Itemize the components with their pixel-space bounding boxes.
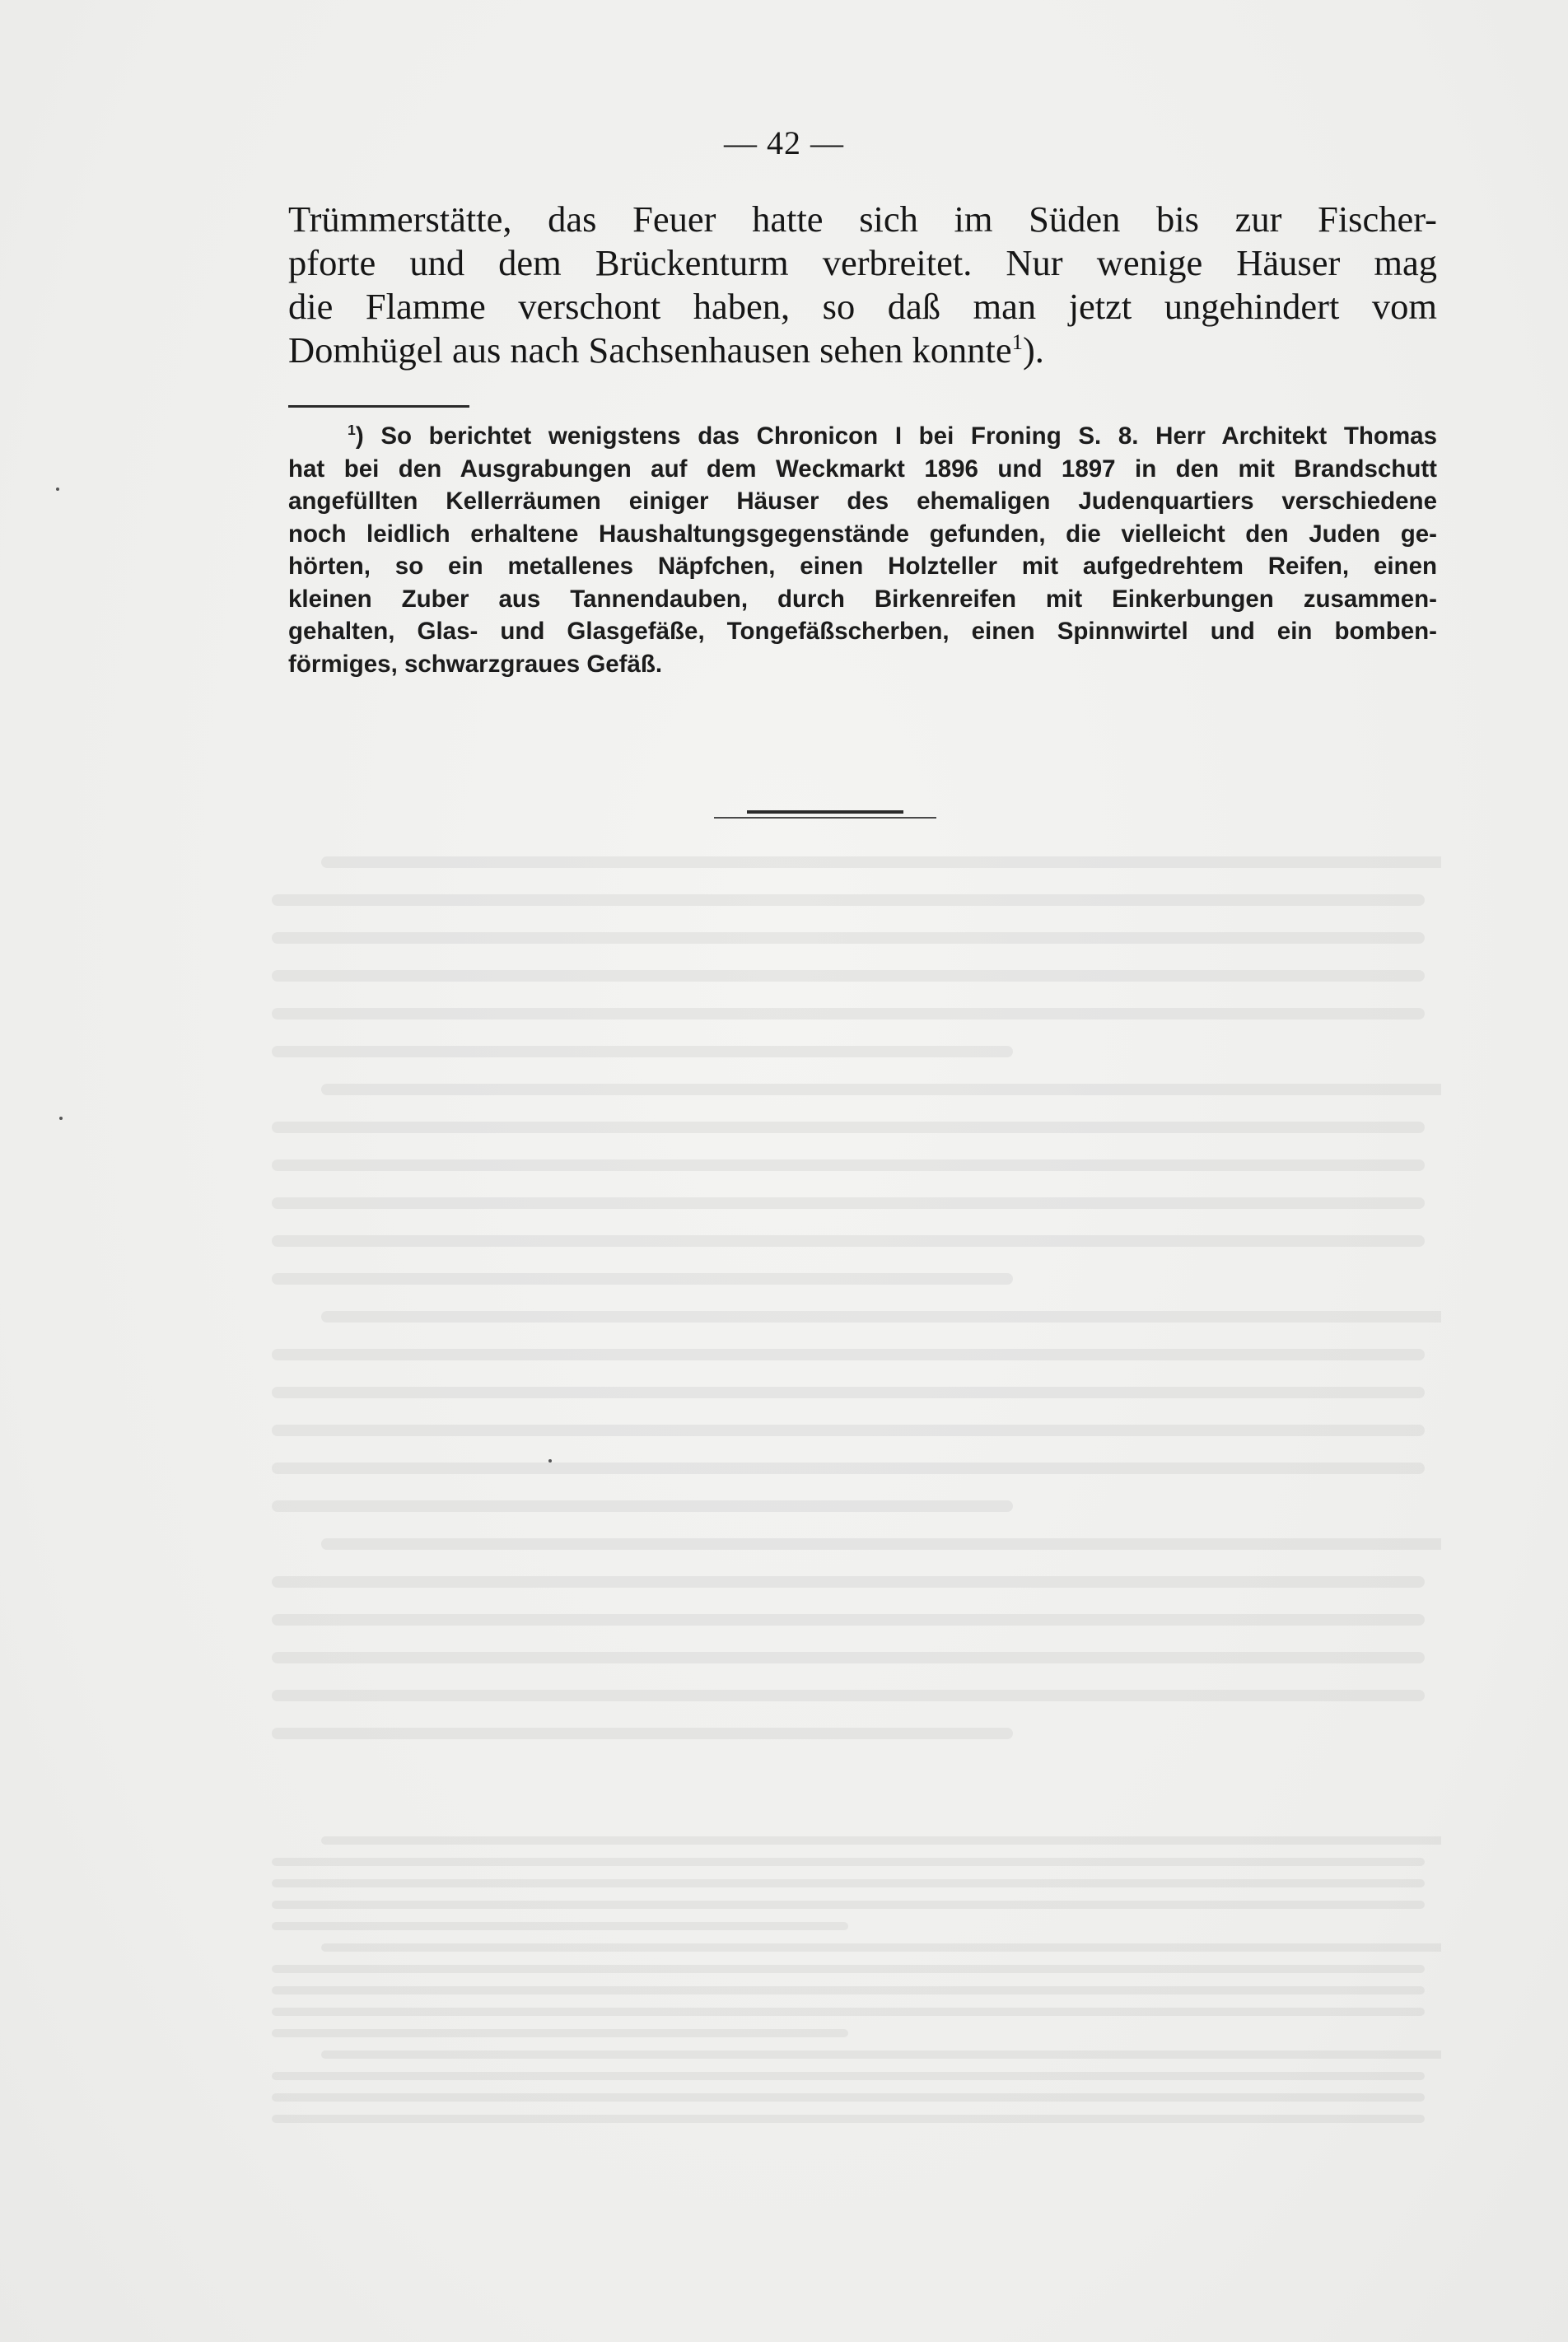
bleed-row — [272, 1986, 1425, 1994]
footnote-line: kleinen Zuber aus Tannendauben, durch Birkenreifen mit Einkerbungen zusammen- — [288, 585, 1437, 613]
bleed-row — [272, 1425, 1425, 1436]
footnote-line — [288, 420, 1437, 453]
bleed-row — [321, 1836, 1441, 1845]
ornament-thick-rule — [747, 810, 903, 814]
bleed-row — [272, 932, 1425, 944]
bleed-row — [272, 1690, 1425, 1701]
body-line — [288, 329, 1437, 372]
bleed-row — [272, 1235, 1425, 1247]
bleed-row — [272, 2093, 1425, 2102]
footnote-line-text: ) So berichtet wenigstens das Chronicon I bei Froning S. 8. Herr Architekt Thomas — [355, 422, 1437, 450]
bleed-row — [272, 1463, 1425, 1474]
body-line-text: Domhügel aus nach Sachsenhausen sehen konnte — [288, 329, 1012, 371]
body-paragraph — [288, 198, 1437, 372]
bleed-row — [321, 1538, 1441, 1550]
footnote-line: hörten, so ein metallenes Näpfchen, einen Holzteller mit aufgedrehtem Reifen, einen — [288, 553, 1437, 580]
bleed-row — [272, 1728, 1013, 1739]
body-line: die Flamme verschont haben, so daß man jetzt ungehindert vom — [288, 286, 1437, 327]
bleed-row — [321, 856, 1441, 868]
page-speck — [59, 1117, 63, 1120]
bleed-row — [272, 1197, 1425, 1209]
bleed-row — [272, 2115, 1425, 2123]
bleed-row — [321, 1943, 1441, 1952]
footnote-line: angefüllten Kellerräumen einiger Häuser des ehemaligen Judenquartiers verschiedene — [288, 488, 1437, 515]
bleed-row — [272, 1500, 1013, 1512]
bleed-row — [321, 1084, 1441, 1095]
bleed-row — [272, 1122, 1425, 1133]
body-line: Trümmerstätte, das Feuer hatte sich im Süden bis zur Fischer- — [288, 198, 1437, 240]
footnote-line: gehalten, Glas- und Glasgefäße, Tongefäßscherben, einen Spinnwirtel und ein bomben- — [288, 618, 1437, 645]
footnote-line: noch leidlich erhaltene Haushaltungsgegenstände gefunden, die vielleicht den Juden ge- — [288, 520, 1437, 548]
bleed-row — [272, 1858, 1425, 1866]
bleed-row — [272, 1879, 1425, 1887]
page-speck — [548, 1459, 552, 1463]
bleed-row — [272, 1273, 1013, 1285]
footnote-reference: 1 — [1011, 329, 1023, 355]
bleed-row — [272, 1008, 1425, 1019]
footnote-separator — [288, 405, 469, 408]
footnote-line: förmiges, schwarzgraues Gefäß. — [288, 650, 663, 678]
bleed-row — [272, 2072, 1425, 2080]
bleed-row — [272, 894, 1425, 906]
bleed-row — [272, 1576, 1425, 1588]
footnote-line: hat bei den Ausgrabungen auf dem Weckmarkt 1896 und 1897 in den mit Brandschutt — [288, 455, 1437, 483]
bleed-row — [272, 1159, 1425, 1171]
bleed-row — [272, 2029, 848, 2037]
bleed-row — [321, 2050, 1441, 2059]
section-end-ornament — [714, 810, 936, 820]
bleed-row — [272, 1387, 1425, 1398]
body-line-end: ). — [1022, 329, 1044, 371]
footnote-marker: 1 — [348, 422, 356, 439]
bleed-row — [272, 1922, 848, 1930]
bleed-row — [272, 1614, 1425, 1626]
ornament-thin-rule — [714, 817, 936, 819]
bleed-row — [272, 1652, 1425, 1663]
bleed-row — [272, 1965, 1425, 1973]
bleed-row — [272, 1349, 1425, 1360]
page-number: — 42 — — [724, 124, 844, 161]
bleed-through-text — [272, 856, 1441, 2133]
body-line: pforte und dem Brückenturm verbreitet. Nur wenige Häuser mag — [288, 242, 1437, 283]
bleed-row — [272, 970, 1425, 982]
footnote — [288, 420, 1437, 680]
bleed-row — [272, 2008, 1425, 2016]
bleed-row — [321, 1311, 1441, 1323]
bleed-row — [272, 1046, 1013, 1057]
bleed-row — [272, 1901, 1425, 1909]
page-speck — [56, 488, 59, 491]
